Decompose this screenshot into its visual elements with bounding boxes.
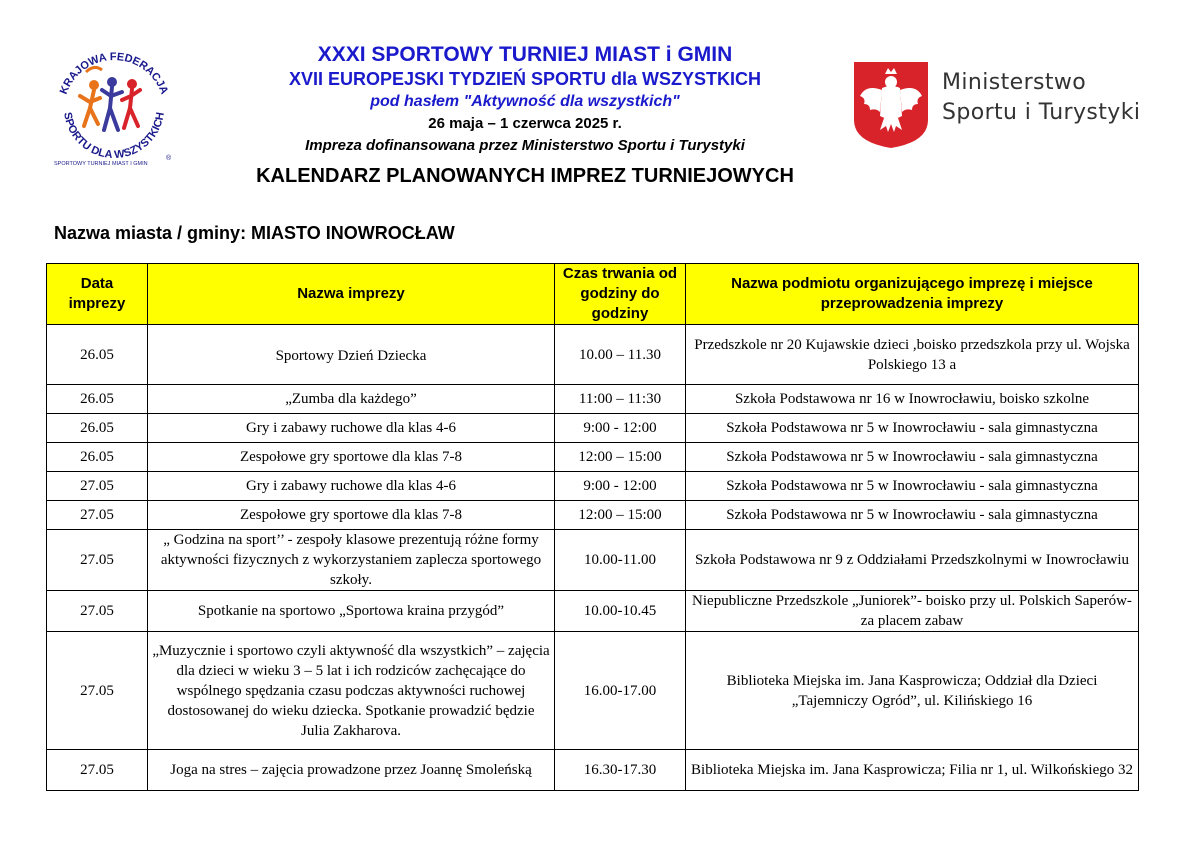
cell-date: 26.05 [47, 414, 148, 443]
cell-event-name: Sportowy Dzień Dziecka [148, 325, 555, 385]
cell-time: 9:00 - 12:00 [555, 414, 686, 443]
cell-date: 26.05 [47, 325, 148, 385]
cell-event-name: Gry i zabawy ruchowe dla klas 4-6 [148, 414, 555, 443]
table-row [47, 501, 1139, 530]
cell-date: 26.05 [47, 385, 148, 414]
logo-caption: SPORTOWY TURNIEJ MIAST I GMIN [54, 161, 148, 167]
cell-time: 16.30-17.30 [555, 750, 686, 791]
cell-event-name: „Zumba dla każdego” [148, 385, 555, 414]
table-row [47, 414, 1139, 443]
cell-event-name: Gry i zabawy ruchowe dla klas 4-6 [148, 472, 555, 501]
cell-date: 27.05 [47, 501, 148, 530]
table-row [47, 530, 1139, 591]
table-row [47, 632, 1139, 750]
events-calendar-table [46, 263, 1139, 791]
header-line-1: XXXI SPORTOWY TURNIEJ MIAST i GMIN [317, 43, 733, 66]
ministry-name-line-2: Sportu i Turystyki [942, 100, 1141, 125]
document-title: KALENDARZ PLANOWANYCH IMPREZ TURNIEJOWYCH [256, 165, 794, 187]
cell-time: 10.00 – 11.30 [555, 325, 686, 385]
table-header-row [47, 264, 1139, 325]
cell-organizer: Biblioteka Miejska im. Jana Kasprowicza; Filia nr 1, ul. Wilkońskiego 32 [686, 750, 1139, 791]
logo-registered-mark: ® [166, 155, 172, 162]
header-line-3: pod hasłem "Aktywność dla wszystkich" [370, 93, 680, 110]
city-name-line: Nazwa miasta / gminy: MIASTO INOWROCŁAW [54, 223, 455, 243]
header-line-2: XVII EUROPEJSKI TYDZIEŃ SPORTU dla WSZYSTKICH [288, 69, 762, 89]
column-header-organizer: Nazwa podmiotu organizującego imprezę i miejsce przeprowadzenia imprezy [686, 264, 1139, 325]
cell-date: 26.05 [47, 443, 148, 472]
federation-logo-icon [50, 52, 178, 170]
cell-organizer: Biblioteka Miejska im. Jana Kasprowicza; Oddział dla Dzieci „Tajemniczy Ogród”, ul. Kilińskiego 16 [686, 632, 1139, 750]
table-row [47, 591, 1139, 632]
document-header [200, 42, 850, 191]
cell-organizer: Szkoła Podstawowa nr 9 z Oddziałami Przedszkolnymi w Inowrocławiu [686, 530, 1139, 591]
cell-event-name: „ Godzina na sport’’ - zespoły klasowe prezentują różne formy aktywności fizycznych z wykorzystaniem zaplecza sportowego szkoły. [148, 530, 555, 591]
cell-date: 27.05 [47, 750, 148, 791]
cell-time: 12:00 – 15:00 [555, 501, 686, 530]
ministry-name-line-1: Ministerstwo [942, 70, 1087, 95]
cell-event-name: Joga na stres – zajęcia prowadzone przez Joannę Smoleńską [148, 750, 555, 791]
cell-event-name: Spotkanie na sportowo „Sportowa kraina przygód” [148, 591, 555, 632]
column-header-event-name: Nazwa imprezy [148, 264, 555, 325]
cell-event-name: „Muzycznie i sportowo czyli aktywność dla wszystkich” – zajęcia dla dzieci w wieku 3 – 5 lat i ich rodziców zachęcające do wspólnego spędzania czasu podczas aktywności ruchowej dostosowanej do wieku dziecka. Spotkanie prowadzić będzie Julia Zakharova. [148, 632, 555, 750]
svg-text:KRAJOWA FEDERACJA [58, 52, 170, 96]
cell-date: 27.05 [47, 472, 148, 501]
column-header-date: Data imprezy [47, 264, 148, 325]
table-row [47, 443, 1139, 472]
header-dates: 26 maja – 1 czerwca 2025 r. [428, 115, 622, 132]
cell-date: 27.05 [47, 632, 148, 750]
cell-organizer: Szkoła Podstawowa nr 5 w Inowrocławiu - sala gimnastyczna [686, 472, 1139, 501]
cell-organizer: Szkoła Podstawowa nr 16 w Inowrocławiu, boisko szkolne [686, 385, 1139, 414]
cell-organizer: Niepubliczne Przedszkole „Juniorek”- boisko przy ul. Polskich Saperów- za placem zabaw [686, 591, 1139, 632]
table-row [47, 472, 1139, 501]
table-row [47, 385, 1139, 414]
cell-time: 11:00 – 11:30 [555, 385, 686, 414]
table-row [47, 325, 1139, 385]
logo-arc-bottom-text: SPORTU DLA WSZYSTKICH [61, 111, 167, 162]
cell-time: 9:00 - 12:00 [555, 472, 686, 501]
cell-time: 12:00 – 15:00 [555, 443, 686, 472]
cell-time: 10.00-10.45 [555, 591, 686, 632]
cell-time: 10.00-11.00 [555, 530, 686, 591]
cell-date: 27.05 [47, 530, 148, 591]
logo-arc-top-text: KRAJOWA FEDERACJA [57, 52, 171, 97]
ministry-logo [852, 60, 1152, 152]
cell-event-name: Zespołowe gry sportowe dla klas 7-8 [148, 443, 555, 472]
column-header-time: Czas trwania od godziny do godziny [555, 264, 686, 325]
polish-eagle-emblem-icon [852, 60, 930, 150]
cell-organizer: Szkoła Podstawowa nr 5 w Inowrocławiu - sala gimnastyczna [686, 501, 1139, 530]
cell-organizer: Szkoła Podstawowa nr 5 w Inowrocławiu - sala gimnastyczna [686, 443, 1139, 472]
ministry-name [942, 68, 1140, 128]
cell-organizer: Przedszkole nr 20 Kujawskie dzieci ,boisko przedszkola przy ul. Wojska Polskiego 13 a [686, 325, 1139, 385]
cell-organizer: Szkoła Podstawowa nr 5 w Inowrocławiu - sala gimnastyczna [686, 414, 1139, 443]
table-row [47, 750, 1139, 791]
cell-event-name: Zespołowe gry sportowe dla klas 7-8 [148, 501, 555, 530]
federation-logo [50, 52, 178, 170]
cell-date: 27.05 [47, 591, 148, 632]
header-funding-note: Impreza dofinansowana przez Ministerstwo Sportu i Turystyki [305, 137, 745, 154]
cell-time: 16.00-17.00 [555, 632, 686, 750]
